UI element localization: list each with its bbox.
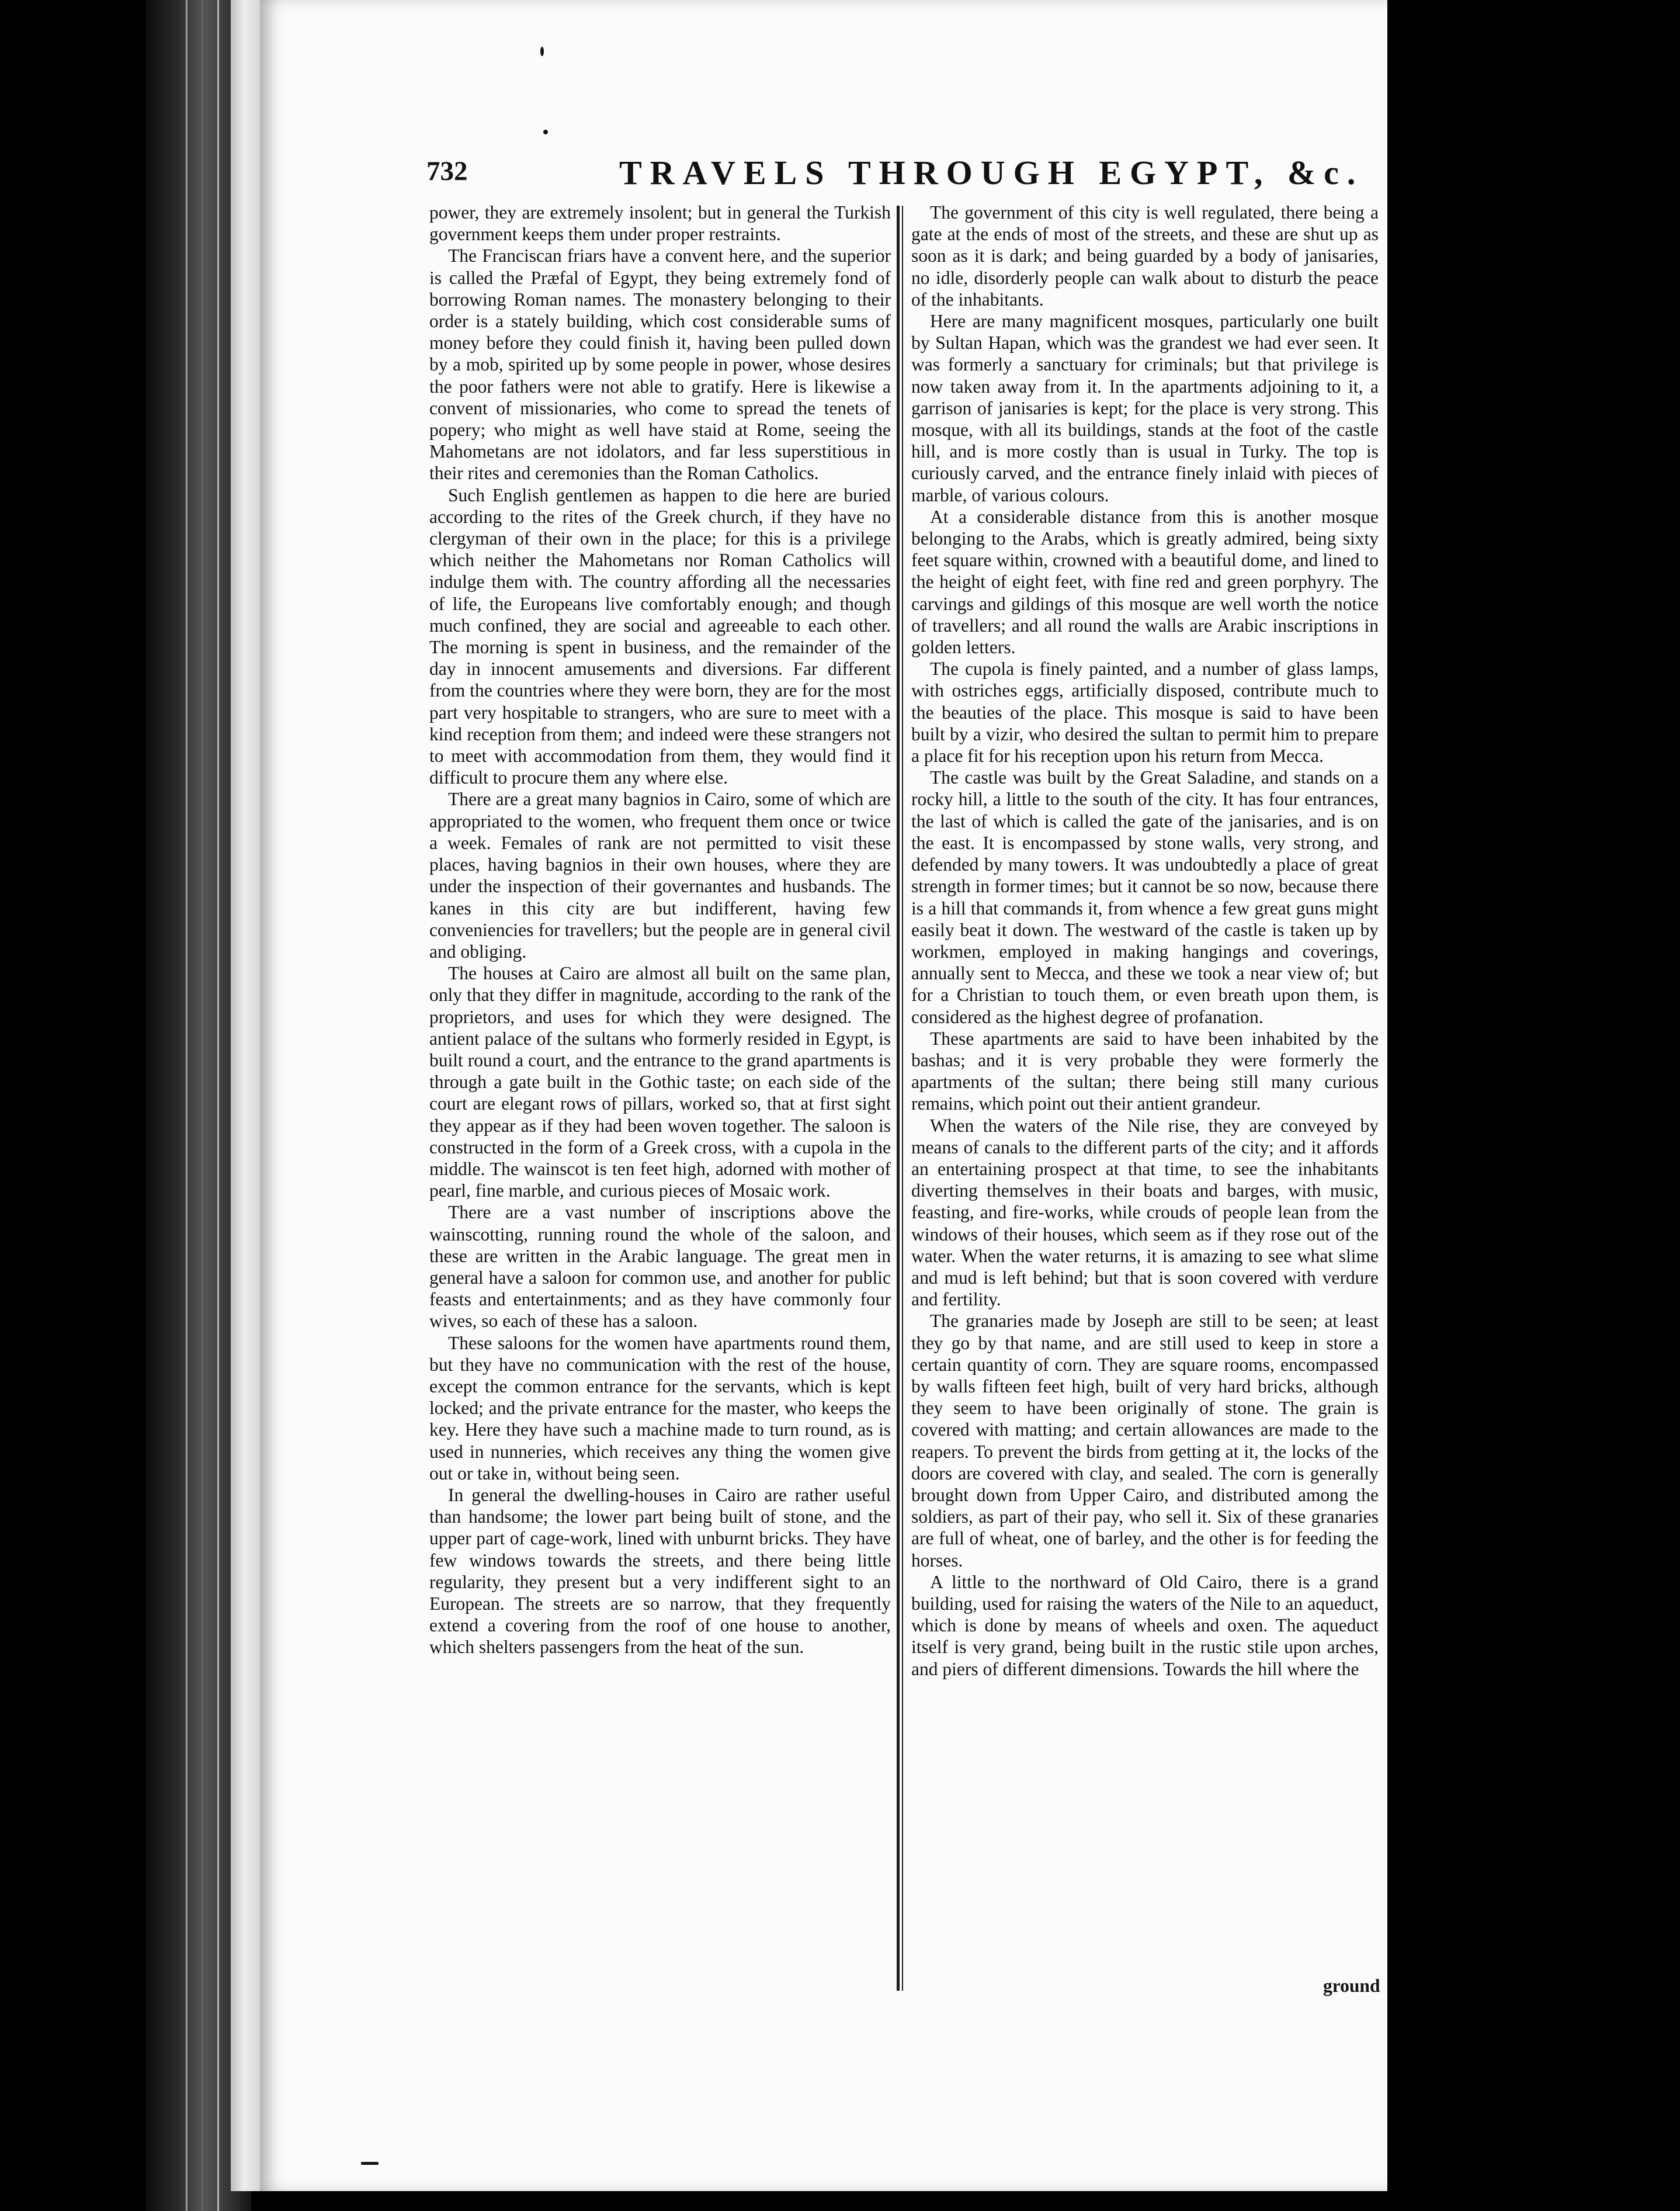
binding-rule	[186, 0, 188, 2211]
ink-mark	[361, 2162, 379, 2165]
ink-mark	[540, 47, 544, 56]
paragraph: The houses at Cairo are almost all built on the same plan, only that they differ in magnitude, according to the rank of the proprietors, and uses for which they were designed. The antient palace of the sultans who formerly resided in Egypt, is built round a court, and the entrance to the grand apartments is through a gate built in the Gothic taste; on each side of the court are elegant rows of pillars, worked so, that at first sight they appear as if they had been woven together. The saloon is constructed in the form of a Greek cross, with a cupola in the middle. The wainscot is ten feet high, adorned with mother of pearl, fine marble, and curious pieces of Mosaic work.	[429, 963, 891, 1201]
paragraph: Here are many magnificent mosques, particularly one built by Sultan Hapan, which was the grandest we had ever seen. It was formerly a sanctuary for criminals; but that privilege is now taken away from it. In the apartments adjoining to it, a garrison of janisaries is kept; for the place is very strong. This mosque, with all its buildings, stands at the foot of the castle hill, and is more costly than is usual in Turky. The top is curiously carved, and the entrance finely inlaid with pieces of marble, of various colours.	[911, 311, 1379, 505]
right-column	[911, 202, 1379, 1680]
paragraph: There are a great many bagnios in Cairo, some of which are appropriated to the women, who frequent them once or twice a week. Females of rank are not permitted to visit these places, having bagnios in their own houses, where they are under the inspection of their governantes and husbands. The kanes in this city are but indifferent, having few conveniencies for travellers; but the people are in general civil and obliging.	[429, 789, 891, 962]
paragraph: At a considerable distance from this is another mosque belonging to the Arabs, which is greatly admired, being sixty feet square within, crowned with a beautiful dome, and lined to the height of eight feet, with fine red and green porphyry. The carvings and gildings of this mosque are well worth the notice of travellers; and all round the walls are Arabic inscriptions in golden letters.	[911, 506, 1379, 658]
paragraph: In general the dwelling-houses in Cairo are rather useful than handsome; the lower part being built of stone, and the upper part of cage-work, lined with unburnt bricks. They have few windows towards the streets, and there being little regularity, they present but a very indifferent sight to an European. The streets are so narrow, that they frequently extend a covering from the roof of one house to another, which shelters passengers from the heat of the sun.	[429, 1484, 891, 1658]
page-header	[426, 153, 1376, 200]
paragraph: A little to the northward of Old Cairo, there is a grand building, used for raising the waters of the Nile to an aqueduct, which is done by means of wheels and oxen. The aqueduct itself is very grand, being built in the rustic stile upon arches, and piers of different dimensions. Towards the hill where the	[911, 1571, 1379, 1679]
paragraph: power, they are extremely insolent; but in general the Turkish government keeps them under proper restraints.	[429, 202, 891, 245]
paragraph: The Franciscan friars have a convent here, and the superior is called the Præfal of Egypt, they being extremely fond of borrowing Roman names. The monastery belonging to their order is a stately building, which cost considerable sums of money before they could finish it, having been pulled down by a mob, spirited up by some people in power, whose desires the poor fathers were not able to gratify. Here is likewise a convent of missionaries, who come to spread the tenets of popery; who might as well have staid at Rome, seeing the Mahometans are not idolators, and far less superstitious in their rites and ceremonies than the Roman Catholics.	[429, 245, 891, 484]
paragraph: Such English gentlemen as happen to die here are buried according to the rites of the Greek church, if they have no clergyman of their own in the place; for this is a privilege which neither the Mahometans nor Roman Catholics will indulge them with. The country affording all the necessaries of life, the Europeans live comfortably enough; and though much confined, they are social and agreeable to each other. The morning is spent in business, and the remainder of the day in innocent amusements and diversions. Far different from the countries where they were born, they are for the most part very hospitable to strangers, who are sure to meet with a kind reception from them; and indeed were these strangers not to meet with accommodation from them, they would find it difficult to procure them any where else.	[429, 484, 891, 788]
running-title: TRAVELS THROUGH EGYPT, &c.	[619, 154, 1364, 192]
paragraph: These apartments are said to have been inhabited by the bashas; and it is very probable they were formerly the apartments of the sultan; there being still many curious remains, which point out their antient grandeur.	[911, 1028, 1379, 1114]
paragraph: These saloons for the women have apartments round them, but they have no communication with the rest of the house, except the common entrance for the servants, which is kept locked; and the private entrance for the master, who keeps the key. Here they have such a machine made to turn round, as is used in nunneries, which receives any thing the women give out or take in, without being seen.	[429, 1332, 891, 1484]
binding-rule	[202, 0, 203, 2211]
paragraph: When the waters of the Nile rise, they are conveyed by means of canals to the different parts of the city; and it affords an entertaining prospect at that time, to see the inhabitants diverting themselves in their boats and barges, with music, feasting, and fire-works, while crouds of people lean from the windows of their houses, which seem as if they rose out of the water. When the water returns, it is amazing to see what slime and mud is left behind; but that is soon covered with verdure and fertility.	[911, 1115, 1379, 1310]
left-column	[429, 202, 891, 1658]
column-divider	[897, 206, 900, 1991]
paragraph: The granaries made by Joseph are still to be seen; at least they go by that name, and are still used to keep in store a certain quantity of corn. They are square rooms, encompassed by walls fifteen feet high, built of very hard bricks, although they seem to have been originally of stone. The grain is covered with matting; and certain allowances are made to the reapers. To prevent the birds from getting at it, the locks of the doors are covered with clay, and sealed. The corn is generally brought down from Upper Cairo, and distributed among the soldiers, as part of their pay, who sell it. Six of these granaries are full of wheat, one of barley, and the other is for feeding the horses.	[911, 1311, 1379, 1571]
binding-rule	[217, 0, 219, 2211]
book-page	[260, 0, 1387, 2191]
paragraph: The castle was built by the Great Saladine, and stands on a rocky hill, a little to the south of the city. It has four entrances, the last of which is called the gate of the janisaries, and is on the east. It is encompassed by stone walls, very strong, and defended by many towers. It was undoubtedly a place of great strength in former times; but it cannot be so now, because there is a hill that commands it, from whence a few great guns might easily beat it down. The westward of the castle is taken up by workmen, employed in making hangings and coverings, annually sent to Mecca, and these we took a near view of; but for a Christian to touch them, or even breath upon them, is considered as the highest degree of profanation.	[911, 767, 1379, 1027]
paragraph: There are a vast number of inscriptions above the wainscotting, running round the whole of the saloon, and these are written in the Arabic language. The great men in general have a saloon for common use, and another for public feasts and entertainments; and as they have commonly four wives, so each of these has a saloon.	[429, 1202, 891, 1332]
ink-mark	[543, 130, 548, 134]
page-number: 732	[426, 156, 468, 186]
page-edge	[231, 0, 263, 2191]
paragraph: The government of this city is well regulated, there being a gate at the ends of most of the streets, and these are shut up as soon as it is dark; and being guarded by a body of janisaries, no idle, disorderly people can walk about to disturb the peace of the inhabitants.	[911, 202, 1379, 310]
paragraph: The cupola is finely painted, and a number of glass lamps, with ostriches eggs, artificially disposed, contribute much to the beauties of the place. This mosque is said to have been built by a vizir, who desired the sultan to permit him to prepare a place fit for his reception upon his return from Mecca.	[911, 659, 1379, 767]
catchword: ground	[1323, 1976, 1380, 1996]
column-divider	[902, 206, 903, 1991]
